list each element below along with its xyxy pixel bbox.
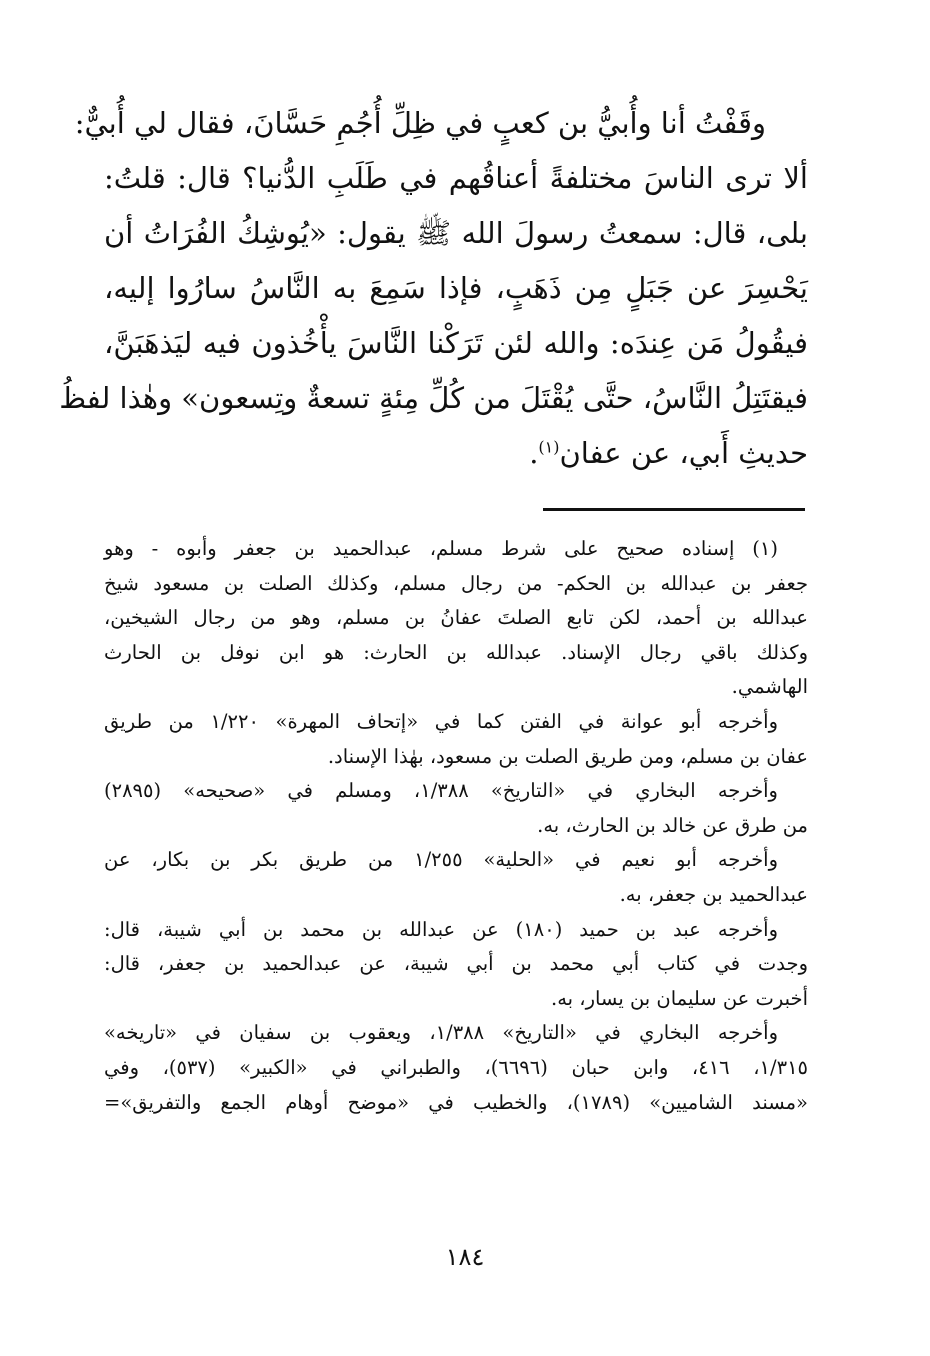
footnote-line: أخبرت عن سليمان بن يسار، به. [551,986,808,1010]
end-punctuation: . [529,436,539,470]
footnote-line: وأخرجه البخاري في «التاريخ» ١/٣٨٨، ويعقوب بن سفيان في «تاريخه» [104,1021,778,1045]
footnote-paragraph [104,913,808,1017]
footnote-line: ١/٣١٥، ٤١٦، وابن حبان (٦٦٩٦)، والطبراني في «الكبير» (٥٣٧)، وفي [104,1055,809,1079]
footnote-line: عفان بن مسلم، ومن طريق الصلت بن مسعود، بهٰذا الإسناد. [327,744,808,768]
main-line-last [104,426,808,481]
main-line: فيقتَتِلُ النَّاسُ، حتَّى يُقْتَلَ من كُلِّ مِئةٍ تسعةٌ وتِسعون» وهٰذا لفظُ [59,381,808,415]
footnote-line: وأخرجه أبو عوانة في الفتن كما في «إتحاف المهرة» ١/٢٢٠ من طريق [104,709,779,733]
footnote-line: الهاشمي. [731,675,808,699]
footnote-line: جعفر بن عبدالله بن الحكم- من رجال مسلم، وكذلك الصلت بن مسعود شيخ [104,571,808,595]
footnote-paragraph [104,1016,808,1120]
main-line: وقَفْتُ أنا وأُبيُّ بن كعبٍ في ظِلِّ أُجُمِ حَسَّانَ، فقال لي أُبيٌّ: [74,106,766,140]
footnote-separator [543,508,805,511]
main-line: فيقُولُ مَن عِندَه: والله لئن تَرَكْنا النَّاسَ يأْخُذون فيه ليَذهَبَنَّ، [104,326,808,360]
footnote-paragraph [104,532,808,705]
main-line-text: حديثِ أَبي، عن عفان [559,436,808,470]
footnote-line: (١) إسناده صحيح على شرط مسلم، عبدالحميد بن جعفر وأبوه - وهو [104,537,778,560]
footnote-paragraph [104,705,808,774]
footnote-paragraph [104,843,808,912]
footnotes [104,532,808,1120]
footnote-line: وكذلك باقي رجال الإسناد. عبدالله بن الحارث: هو ابن نوفل بن الحارث [104,640,808,664]
main-line: بلى، قال: سمعتُ رسولَ الله ﷺ يقول: «يُوشِكُ الفُرَاتُ أن [104,216,808,250]
main-text [59,96,808,481]
footnote-line: وجدت في كتاب أبي محمد بن أبي شيبة، عن عبدالحميد بن جعفر، قال: [104,952,808,976]
page-number: ١٨٤ [445,1243,485,1271]
footnote-reference[interactable]: (١) [538,437,560,457]
footnote-line: وأخرجه عبد بن حميد (١٨٠) عن عبدالله بن محمد بن أبي شيبة، قال: [104,917,778,941]
footnote-line: من طرق عن خالد بن الحارث، به. [537,813,808,837]
footnote-line: «مسند الشاميين» (١٧٨٩)، والخطيب في «موضح أوهام الجمع والتفريق»= [104,1090,808,1114]
main-line: يَحْسِرَ عن جَبَلٍ مِن ذَهَبٍ، فإذا سَمِعَ به النَّاسُ سارُوا إليه، [104,271,808,305]
footnote-paragraph [104,774,808,843]
footnote-line: وأخرجه البخاري في «التاريخ» ١/٣٨٨، ومسلم في «صحيحه» (٢٨٩٥) [104,779,778,803]
main-line: ألا ترى الناسَ مختلفةً أعناقُهم في طَلَبِ الدُّنيا؟ قال: قلتُ: [104,161,808,195]
footnote-line: عبدالله بن أحمد، لكن تابع الصلتَ عفانُ بن مسلم، وهو من رجال الشيخين، [104,606,808,630]
footnote-line: وأخرجه أبو نعيم في «الحلية» ١/٢٥٥ من طريق بكر بن بكار، عن [104,848,778,872]
footnote-line: عبدالحميد بن جعفر، به. [619,882,808,906]
